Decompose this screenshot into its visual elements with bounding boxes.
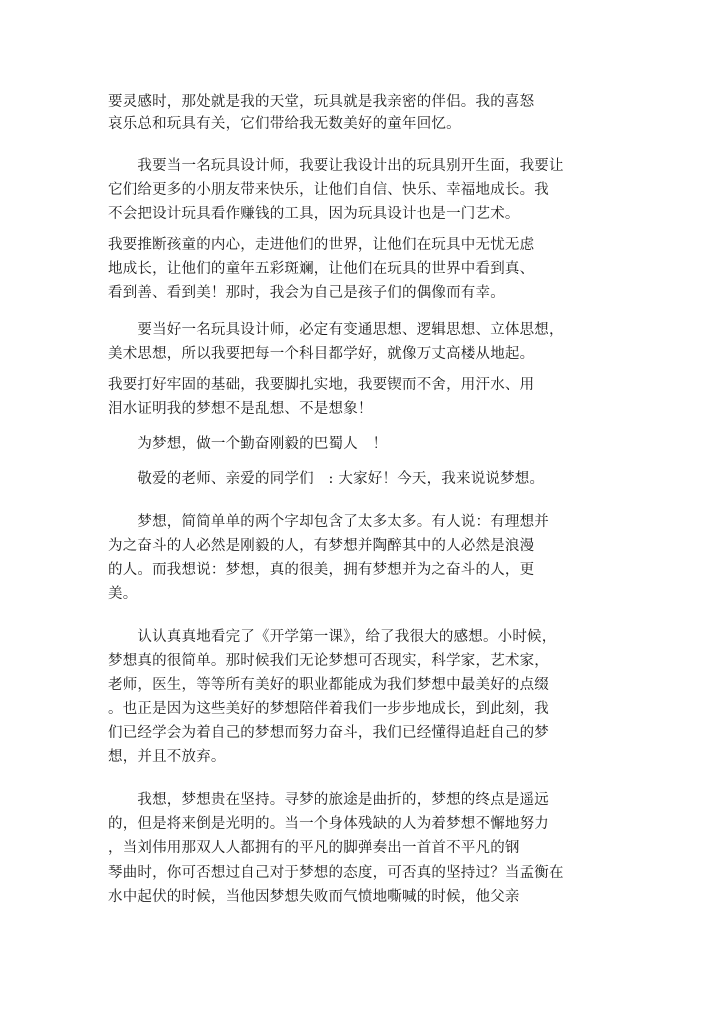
text-line: 美。: [108, 586, 138, 602]
text-line: 老师，医生，等等所有美好的职业都能成为我们梦想中最美好的点缀: [108, 677, 549, 693]
text-line: 不会把设计玩具看作赚钱的工具，因为玩具设计也是一门艺术。: [108, 206, 520, 222]
text-line: 要当好一名玩具设计师，必定有变通思想、逻辑思想、立体思想，: [108, 322, 564, 338]
text-line: 要灵感时，那处就是我的天堂，玩具就是我亲密的伴侣。我的喜怒: [108, 94, 535, 110]
text-line: 为之奋斗的人必然是刚毅的人，有梦想并陶醉其中的人必然是浪漫: [108, 538, 535, 554]
text-line: 琴曲时，你可否想过自己对于梦想的态度，可否真的坚持过？当孟衡在: [108, 865, 564, 881]
text-line: ，当刘伟用那双人人都拥有的平凡的脚弹奏出一首首不平凡的钢: [108, 840, 520, 856]
text-line: 我想，梦想贵在坚持。寻梦的旅途是曲折的，梦想的终点是遥远: [108, 792, 549, 808]
text-line: 我要推断孩童的内心，走进他们的世界，让他们在玩具中无忧无虑: [108, 237, 535, 253]
text-line: 泪水证明我的梦想不是乱想、不是想象！: [108, 401, 373, 417]
text-line: 我要当一名玩具设计师，我要让我设计出的玩具别开生面，我要让: [108, 158, 564, 174]
text-line: 想，并且不放弃。: [108, 749, 226, 765]
text-line: 的，但是将来倒是光明的。当一个身体残缺的人为着梦想不懈地努力: [108, 816, 549, 832]
text-line: 。也正是因为这些美好的梦想陪伴着我们一步步地成长，到此刻，我: [108, 701, 549, 717]
text-line: 们已经学会为着自己的梦想而努力奋斗，我们已经懂得追赶自己的梦: [108, 725, 549, 741]
text-line: 梦想，简简单单的两个字却包含了太多太多。有人说：有理想并: [108, 514, 549, 530]
text-line: 水中起伏的时候，当他因梦想失败而气愤地嘶喊的时候，他父亲: [108, 889, 520, 905]
greeting-line: 敬爱的老师、亲爱的同学们 : 大家好！今天，我来说说梦想。: [108, 471, 545, 487]
text-line: 的人。而我想说：梦想，真的很美，拥有梦想并为之奋斗的人，更: [108, 562, 535, 578]
text-line: 我要打好牢固的基础，我要脚扎实地，我要锲而不舍，用汗水、用: [108, 377, 535, 393]
text-line: 美术思想，所以我要把每一个科目都学好，就像万丈高楼从地起。: [108, 346, 535, 362]
text-line: 哀乐总和玩具有关，它们带给我无数美好的童年回忆。: [108, 116, 461, 132]
text-line: 认认真真地看完了《开学第一课》，给了我很大的感想。小时候，: [108, 629, 557, 645]
text-line: 它们给更多的小朋友带来快乐，让他们自信、快乐、幸福地成长。我: [108, 182, 549, 198]
text-line: 梦想真的很简单。那时候我们无论梦想可否现实，科学家，艺术家，: [108, 653, 549, 669]
text-line: 看到善、看到美！那时，我会为自己是孩子们的偶像而有幸。: [108, 285, 505, 301]
text-line: 地成长，让他们的童年五彩斑斓，让他们在玩具的世界中看到真、: [108, 261, 535, 277]
section-heading: 为梦想，做一个勤奋刚毅的巴蜀人 ！: [108, 436, 388, 452]
